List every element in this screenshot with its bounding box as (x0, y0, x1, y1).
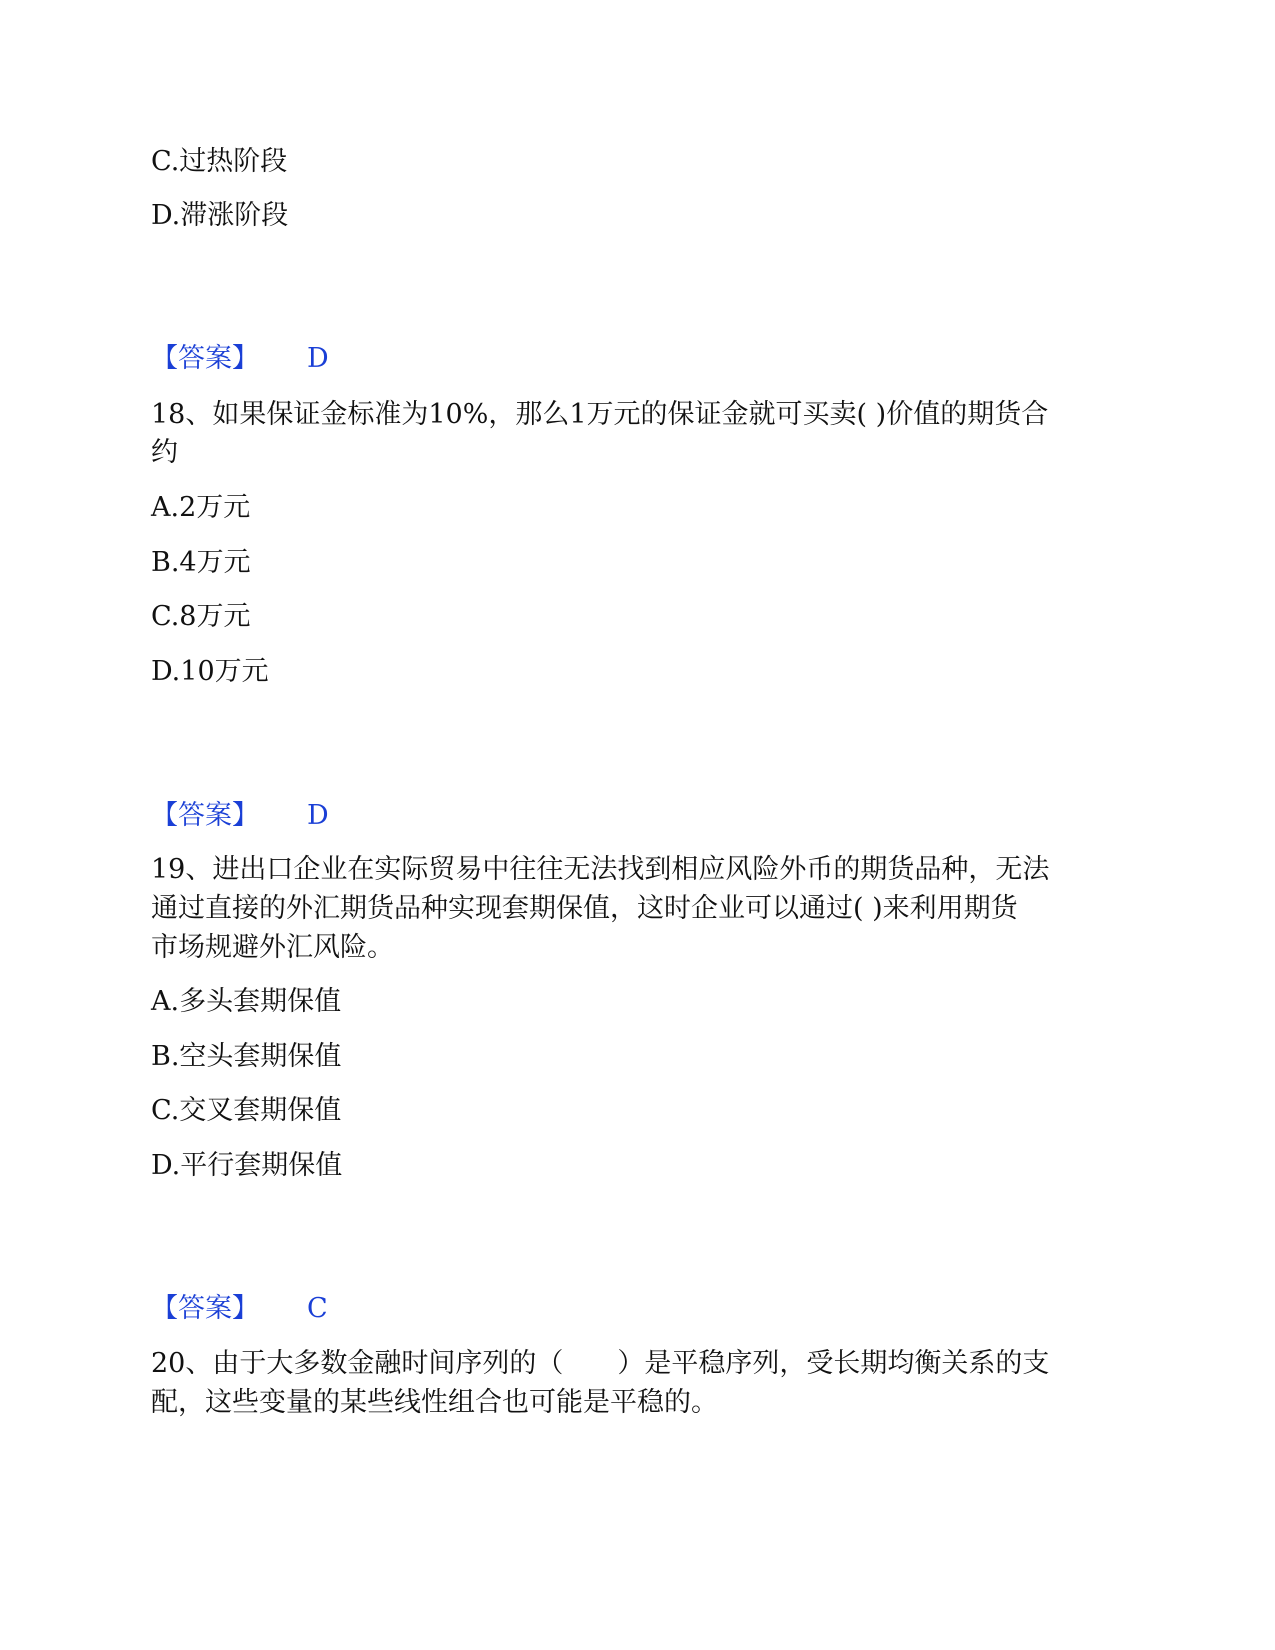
answer-value: D (307, 343, 329, 374)
answer-value: C (307, 1293, 328, 1324)
question-stem-line: 约 (151, 437, 178, 468)
option-c: C.过热阶段 (151, 146, 288, 177)
answer-label: 【答案】 (151, 800, 259, 831)
answer-line (151, 1290, 328, 1328)
answer-line (151, 340, 329, 378)
option-a: A.2万元 (151, 492, 251, 523)
option-d: D.滞涨阶段 (151, 200, 289, 231)
option-d: D.平行套期保值 (151, 1150, 343, 1181)
question-stem-line: 19、进出口企业在实际贸易中往往无法找到相应风险外币的期货品种，无法 (151, 854, 1050, 885)
option-c: C.8万元 (151, 601, 251, 632)
answer-value: D (307, 800, 329, 831)
option-b: B.4万元 (151, 547, 251, 578)
option-a: A.多头套期保值 (151, 986, 342, 1017)
option-c: C.交叉套期保值 (151, 1095, 342, 1126)
option-b: B.空头套期保值 (151, 1041, 342, 1072)
question-stem-line: 通过直接的外汇期货品种实现套期保值，这时企业可以通过( )来利用期货 (151, 893, 1018, 924)
question-stem-line: 18、如果保证金标准为10%，那么1万元的保证金就可买卖( )价值的期货合 (151, 399, 1049, 430)
answer-label: 【答案】 (151, 1293, 259, 1324)
question-stem-line: 20、由于大多数金融时间序列的（ ）是平稳序列，受长期均衡关系的支 (151, 1348, 1050, 1379)
question-stem-line: 市场规避外汇风险。 (151, 932, 394, 963)
answer-label: 【答案】 (151, 343, 259, 374)
question-stem-line: 配，这些变量的某些线性组合也可能是平稳的。 (151, 1387, 718, 1418)
option-d: D.10万元 (151, 656, 269, 687)
answer-line (151, 797, 329, 835)
